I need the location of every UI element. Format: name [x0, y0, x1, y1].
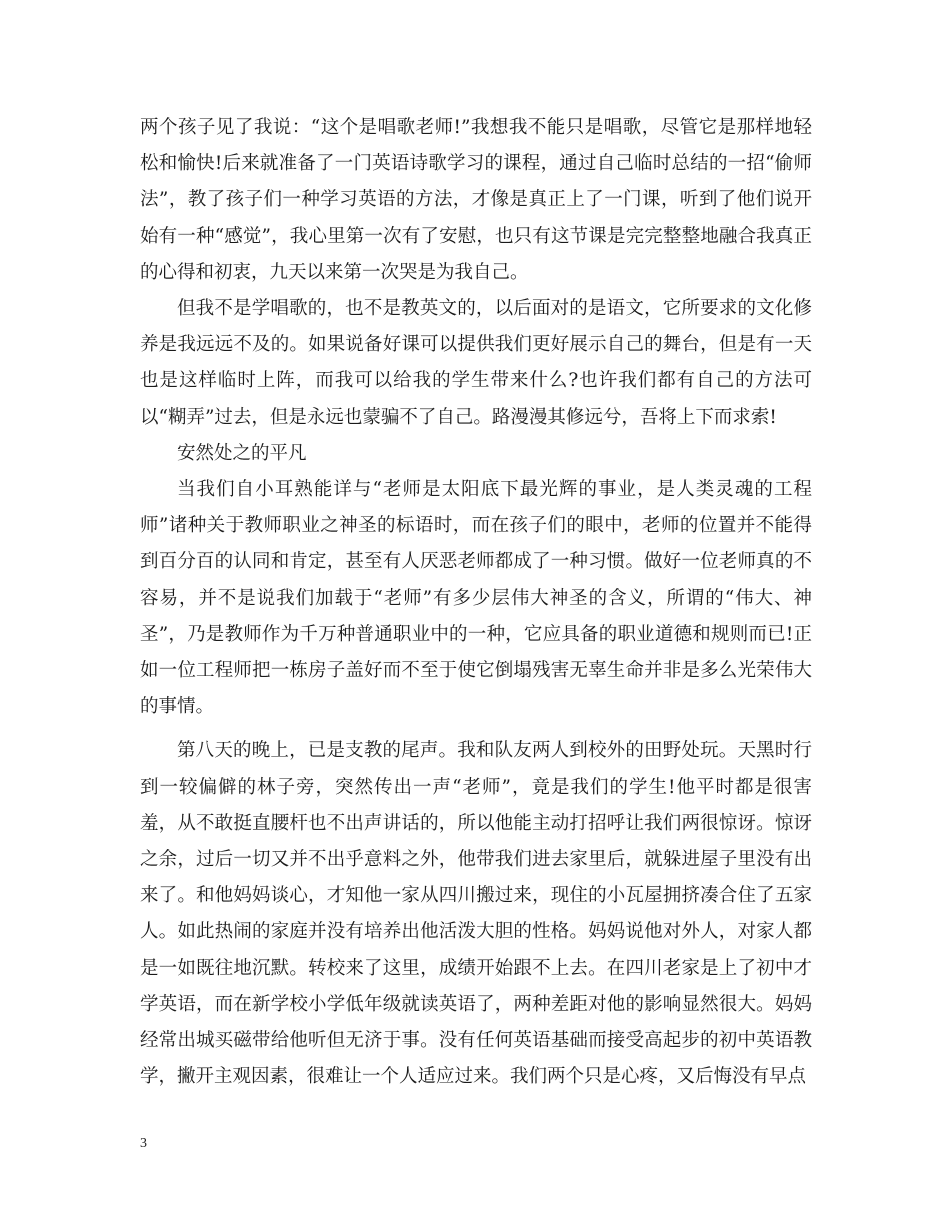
paragraph-continuation: 两个孩子见了我说：“这个是唱歌老师!”我想我不能只是唱歌，尽管它是那样地轻松和愉快!后来就准备了一门英语诗歌学习的课程，通过自己临时总结的一招“偷师法”，教了孩子们一种学习英语的方法，才像是真正上了一门课，听到了他们说开始有一种“感觉”，我心里第一次有了安慰，也只有这节课是完完整整地融合我真正的心得和初衷，九天以来第一次哭是为我自己。 [140, 117, 812, 283]
section-heading: 安然处之的平凡 [177, 442, 307, 464]
page-number: 3 [140, 1136, 147, 1151]
document-body [140, 110, 812, 1095]
paragraph: 但我不是学唱歌的，也不是教英文的，以后面对的是语文，它所要求的文化修养是我远远不及的。如果说备好课可以提供我们更好展示自己的舞台，但是有一天也是这样临时上阵，而我可以给我的学生带来什么?也许我们都有自己的方法可以“糊弄”过去，但是永远也蒙骗不了自己。路漫漫其修远兮，吾将上下而求索! [140, 298, 812, 428]
paragraph: 第八天的晚上，已是支教的尾声。我和队友两人到校外的田野处玩。天黑时行到一较偏僻的林子旁，突然传出一声“老师”，竟是我们的学生!他平时都是很害羞，从不敢挺直腰杆也不出声讲话的，所以他能主动打招呼让我们两很惊讶。惊讶之余，过后一切又并不出乎意料之外，他带我们进去家里后，就躲进屋子里没有出来了。和他妈妈谈心，才知他一家从四川搬过来，现住的小瓦屋拥挤凑合住了五家人。如此热闹的家庭并没有培养出他活泼大胆的性格。妈妈说他对外人，对家人都是一如既往地沉默。转校来了这里，成绩开始跟不上去。在四川老家是上了初中才学英语，而在新学校小学低年级就读英语了，两种差距对他的影响显然很大。妈妈经常出城买磁带给他听但无济于事。没有任何英语基础而接受高起步的初中英语教学，撇开主观因素，很难让一个人适应过来。我们两个只是心疼，又后悔没有早点 [140, 740, 812, 1088]
paragraph: 当我们自小耳熟能详与“老师是太阳底下最光辉的事业，是人类灵魂的工程师”诸种关于教师职业之神圣的标语时，而在孩子们的眼中，老师的位置并不能得到百分百的认同和肯定，甚至有人厌恶老师都成了一种习惯。做好一位老师真的不容易，并不是说我们加载于“老师”有多少层伟大神圣的含义，所谓的“伟大、神圣”，乃是教师作为千万种普通职业中的一种，它应具备的职业道德和规则而已!正如一位工程师把一栋房子盖好而不至于使它倒塌残害无辜生命并非是多么光荣伟大的事情。 [140, 479, 812, 718]
